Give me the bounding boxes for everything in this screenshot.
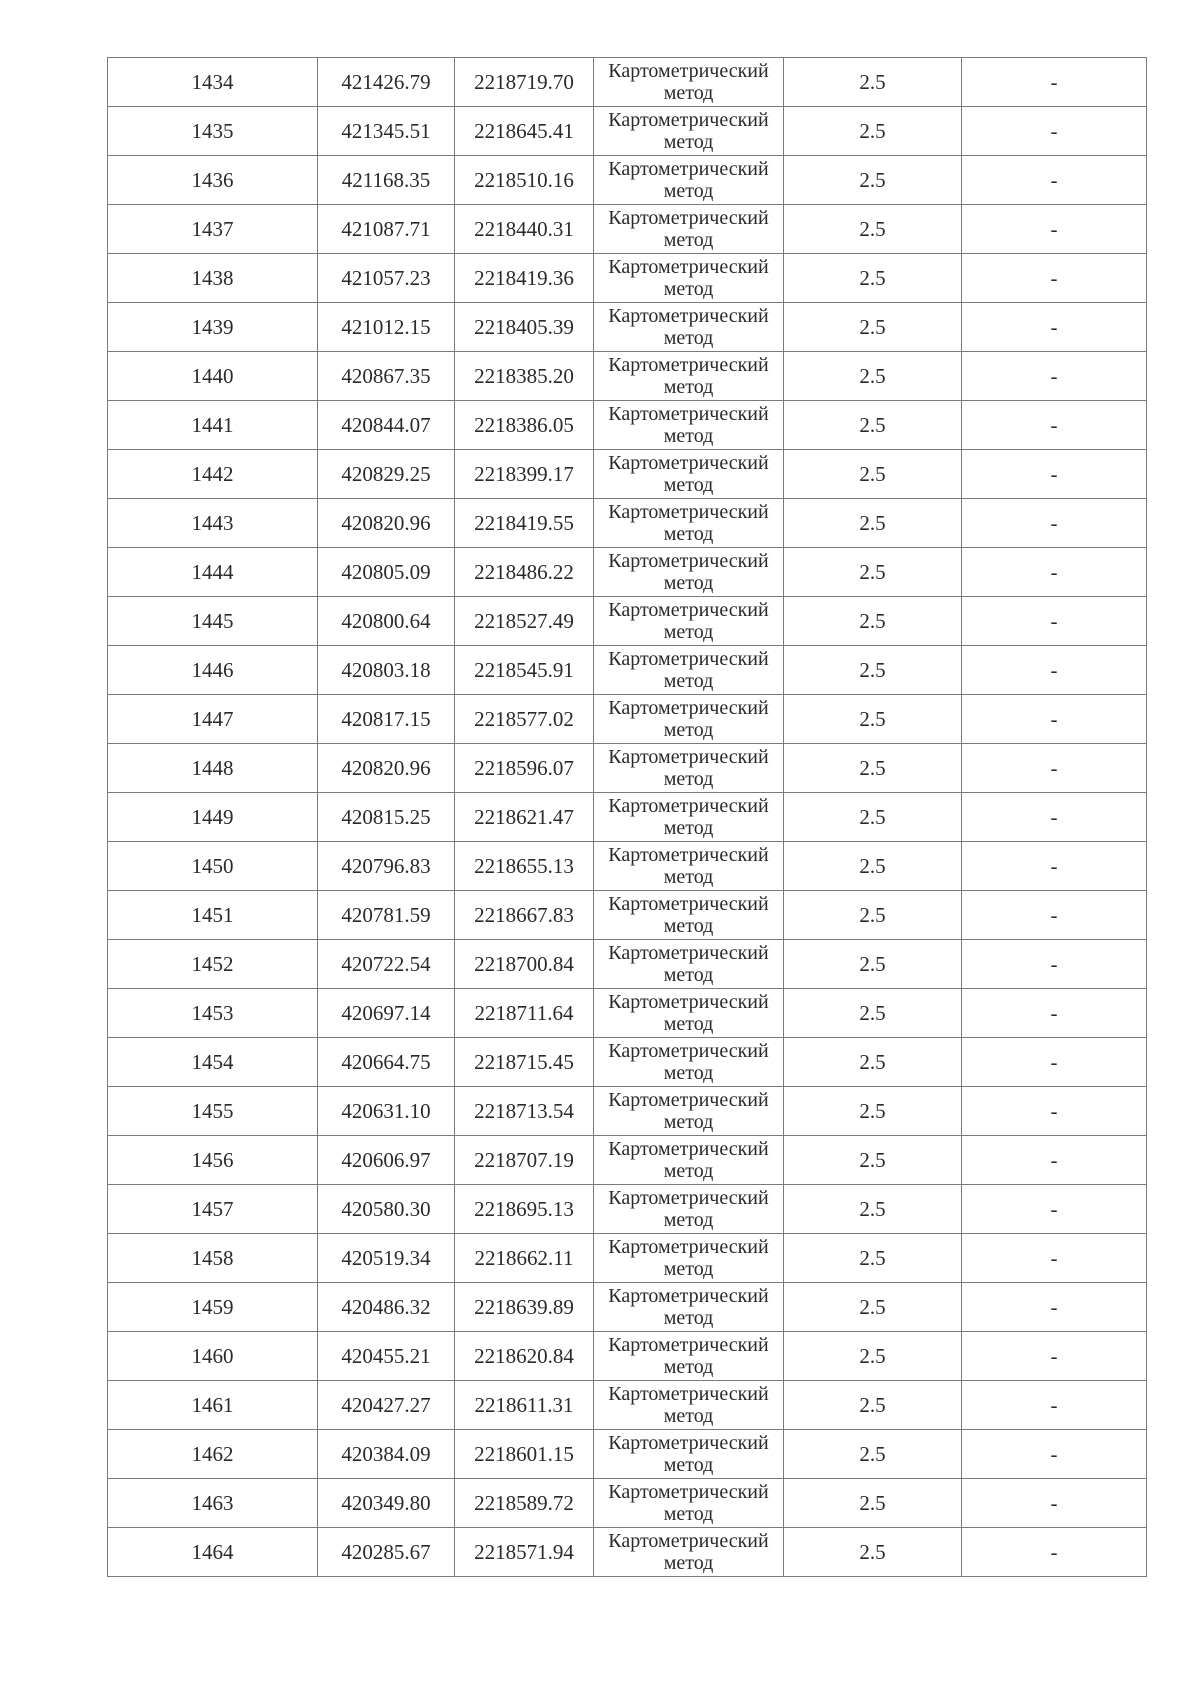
note-cell: - [962,254,1147,303]
method-cell [594,1087,784,1136]
method-cell [594,940,784,989]
y-coordinate-cell: 2218711.64 [455,989,594,1038]
y-coordinate-cell: 2218510.16 [455,156,594,205]
method-text-line1: Картометрический [608,256,769,278]
x-coordinate-cell: 420800.64 [318,597,455,646]
table-row [108,401,1147,450]
method-text-line2: метод [663,1160,714,1182]
x-coordinate-cell: 421012.15 [318,303,455,352]
point-number-cell: 1449 [108,793,318,842]
x-coordinate-cell: 420606.97 [318,1136,455,1185]
document-page [107,57,1146,1577]
accuracy-cell: 2.5 [784,1136,962,1185]
note-cell: - [962,891,1147,940]
note-cell: - [962,646,1147,695]
method-cell [594,1528,784,1577]
method-text-line1: Картометрический [608,1236,769,1258]
x-coordinate-cell: 420803.18 [318,646,455,695]
method-text-line2: метод [663,1209,714,1231]
method-text-line1: Картометрический [608,1481,769,1503]
method-cell [594,1381,784,1430]
note-cell: - [962,842,1147,891]
method-cell [594,695,784,744]
table-row [108,1479,1147,1528]
x-coordinate-cell: 421168.35 [318,156,455,205]
x-coordinate-cell: 420817.15 [318,695,455,744]
y-coordinate-cell: 2218695.13 [455,1185,594,1234]
note-cell: - [962,1038,1147,1087]
method-text-line2: метод [663,915,714,937]
accuracy-cell: 2.5 [784,1234,962,1283]
method-text-line2: метод [663,866,714,888]
method-cell [594,1430,784,1479]
x-coordinate-cell: 420349.80 [318,1479,455,1528]
table-row [108,940,1147,989]
y-coordinate-cell: 2218419.36 [455,254,594,303]
method-text-line2: метод [663,1013,714,1035]
accuracy-cell: 2.5 [784,744,962,793]
method-text-line1: Картометрический [608,403,769,425]
y-coordinate-cell: 2218571.94 [455,1528,594,1577]
accuracy-cell: 2.5 [784,1038,962,1087]
y-coordinate-cell: 2218639.89 [455,1283,594,1332]
table-row [108,303,1147,352]
y-coordinate-cell: 2218577.02 [455,695,594,744]
x-coordinate-cell: 421426.79 [318,58,455,107]
y-coordinate-cell: 2218419.55 [455,499,594,548]
table-row [108,156,1147,205]
x-coordinate-cell: 420486.32 [318,1283,455,1332]
note-cell: - [962,1087,1147,1136]
method-cell [594,548,784,597]
point-number-cell: 1440 [108,352,318,401]
point-number-cell: 1459 [108,1283,318,1332]
coordinates-table [107,57,1147,1577]
accuracy-cell: 2.5 [784,499,962,548]
point-number-cell: 1437 [108,205,318,254]
method-text-line2: метод [663,180,714,202]
x-coordinate-cell: 420781.59 [318,891,455,940]
x-coordinate-cell: 420455.21 [318,1332,455,1381]
method-text-line1: Картометрический [608,1138,769,1160]
method-text-line1: Картометрический [608,991,769,1013]
method-cell [594,744,784,793]
method-cell [594,450,784,499]
accuracy-cell: 2.5 [784,107,962,156]
point-number-cell: 1464 [108,1528,318,1577]
point-number-cell: 1446 [108,646,318,695]
table-row [108,205,1147,254]
point-number-cell: 1448 [108,744,318,793]
table-row [108,1136,1147,1185]
method-text-line1: Картометрический [608,893,769,915]
method-text-line2: метод [663,131,714,153]
method-text-line2: метод [663,1405,714,1427]
method-text-line1: Картометрический [608,1285,769,1307]
accuracy-cell: 2.5 [784,352,962,401]
method-cell [594,303,784,352]
y-coordinate-cell: 2218545.91 [455,646,594,695]
method-cell [594,1479,784,1528]
point-number-cell: 1456 [108,1136,318,1185]
method-cell [594,107,784,156]
accuracy-cell: 2.5 [784,1283,962,1332]
note-cell: - [962,1136,1147,1185]
method-text-line2: метод [663,1258,714,1280]
note-cell: - [962,744,1147,793]
point-number-cell: 1463 [108,1479,318,1528]
method-cell [594,891,784,940]
accuracy-cell: 2.5 [784,1332,962,1381]
method-cell [594,842,784,891]
y-coordinate-cell: 2218486.22 [455,548,594,597]
x-coordinate-cell: 421057.23 [318,254,455,303]
table-row [108,597,1147,646]
method-text-line2: метод [663,768,714,790]
method-text-line1: Картометрический [608,1334,769,1356]
x-coordinate-cell: 420664.75 [318,1038,455,1087]
method-text-line2: метод [663,278,714,300]
accuracy-cell: 2.5 [784,254,962,303]
table-row [108,1283,1147,1332]
method-text-line2: метод [663,1356,714,1378]
note-cell: - [962,597,1147,646]
method-cell [594,1038,784,1087]
point-number-cell: 1439 [108,303,318,352]
y-coordinate-cell: 2218707.19 [455,1136,594,1185]
x-coordinate-cell: 420285.67 [318,1528,455,1577]
x-coordinate-cell: 420796.83 [318,842,455,891]
x-coordinate-cell: 420829.25 [318,450,455,499]
note-cell: - [962,793,1147,842]
method-cell [594,1283,784,1332]
x-coordinate-cell: 421087.71 [318,205,455,254]
table-row [108,58,1147,107]
y-coordinate-cell: 2218405.39 [455,303,594,352]
accuracy-cell: 2.5 [784,1430,962,1479]
y-coordinate-cell: 2218611.31 [455,1381,594,1430]
method-text-line2: метод [663,621,714,643]
method-text-line1: Картометрический [608,844,769,866]
method-text-line1: Картометрический [608,599,769,621]
x-coordinate-cell: 420820.96 [318,744,455,793]
method-text-line2: метод [663,1111,714,1133]
accuracy-cell: 2.5 [784,891,962,940]
method-text-line2: метод [663,1552,714,1574]
y-coordinate-cell: 2218621.47 [455,793,594,842]
accuracy-cell: 2.5 [784,989,962,1038]
method-text-line1: Картометрический [608,305,769,327]
method-text-line1: Картометрический [608,1530,769,1552]
point-number-cell: 1462 [108,1430,318,1479]
accuracy-cell: 2.5 [784,842,962,891]
accuracy-cell: 2.5 [784,303,962,352]
y-coordinate-cell: 2218715.45 [455,1038,594,1087]
point-number-cell: 1445 [108,597,318,646]
table-row [108,107,1147,156]
y-coordinate-cell: 2218700.84 [455,940,594,989]
method-text-line1: Картометрический [608,158,769,180]
method-text-line2: метод [663,523,714,545]
point-number-cell: 1436 [108,156,318,205]
method-text-line2: метод [663,719,714,741]
accuracy-cell: 2.5 [784,401,962,450]
method-text-line1: Картометрический [608,1040,769,1062]
method-cell [594,156,784,205]
note-cell: - [962,499,1147,548]
y-coordinate-cell: 2218667.83 [455,891,594,940]
accuracy-cell: 2.5 [784,597,962,646]
accuracy-cell: 2.5 [784,156,962,205]
y-coordinate-cell: 2218713.54 [455,1087,594,1136]
method-text-line2: метод [663,1062,714,1084]
accuracy-cell: 2.5 [784,1479,962,1528]
x-coordinate-cell: 420867.35 [318,352,455,401]
point-number-cell: 1458 [108,1234,318,1283]
accuracy-cell: 2.5 [784,646,962,695]
y-coordinate-cell: 2218589.72 [455,1479,594,1528]
point-number-cell: 1455 [108,1087,318,1136]
point-number-cell: 1452 [108,940,318,989]
method-cell [594,58,784,107]
point-number-cell: 1460 [108,1332,318,1381]
point-number-cell: 1457 [108,1185,318,1234]
table-row [108,695,1147,744]
method-text-line2: метод [663,327,714,349]
method-text-line1: Картометрический [608,746,769,768]
point-number-cell: 1451 [108,891,318,940]
note-cell: - [962,1234,1147,1283]
method-cell [594,352,784,401]
point-number-cell: 1461 [108,1381,318,1430]
coordinates-table-body [108,58,1147,1577]
y-coordinate-cell: 2218596.07 [455,744,594,793]
note-cell: - [962,1479,1147,1528]
table-row [108,1430,1147,1479]
x-coordinate-cell: 420384.09 [318,1430,455,1479]
table-row [108,989,1147,1038]
table-row [108,499,1147,548]
point-number-cell: 1435 [108,107,318,156]
method-cell [594,989,784,1038]
note-cell: - [962,940,1147,989]
method-text-line1: Картометрический [608,501,769,523]
note-cell: - [962,1283,1147,1332]
accuracy-cell: 2.5 [784,450,962,499]
method-text-line2: метод [663,1503,714,1525]
table-row [108,646,1147,695]
note-cell: - [962,989,1147,1038]
y-coordinate-cell: 2218399.17 [455,450,594,499]
note-cell: - [962,1528,1147,1577]
point-number-cell: 1447 [108,695,318,744]
table-row [108,254,1147,303]
point-number-cell: 1442 [108,450,318,499]
x-coordinate-cell: 420697.14 [318,989,455,1038]
method-text-line1: Картометрический [608,1187,769,1209]
x-coordinate-cell: 420427.27 [318,1381,455,1430]
method-text-line1: Картометрический [608,207,769,229]
table-row [108,548,1147,597]
method-cell [594,1332,784,1381]
method-cell [594,1185,784,1234]
note-cell: - [962,205,1147,254]
method-text-line1: Картометрический [608,354,769,376]
y-coordinate-cell: 2218440.31 [455,205,594,254]
y-coordinate-cell: 2218620.84 [455,1332,594,1381]
table-row [108,793,1147,842]
method-cell [594,401,784,450]
y-coordinate-cell: 2218719.70 [455,58,594,107]
y-coordinate-cell: 2218601.15 [455,1430,594,1479]
x-coordinate-cell: 420815.25 [318,793,455,842]
y-coordinate-cell: 2218386.05 [455,401,594,450]
table-row [108,1087,1147,1136]
method-text-line2: метод [663,229,714,251]
table-row [108,1332,1147,1381]
method-cell [594,205,784,254]
method-cell [594,597,784,646]
accuracy-cell: 2.5 [784,940,962,989]
method-text-line1: Картометрический [608,550,769,572]
method-text-line1: Картометрический [608,795,769,817]
x-coordinate-cell: 420820.96 [318,499,455,548]
x-coordinate-cell: 420631.10 [318,1087,455,1136]
method-text-line2: метод [663,425,714,447]
method-text-line2: метод [663,572,714,594]
point-number-cell: 1443 [108,499,318,548]
method-text-line1: Картометрический [608,1432,769,1454]
method-text-line2: метод [663,670,714,692]
method-cell [594,646,784,695]
note-cell: - [962,450,1147,499]
note-cell: - [962,303,1147,352]
table-row [108,1038,1147,1087]
x-coordinate-cell: 420844.07 [318,401,455,450]
method-text-line1: Картометрический [608,648,769,670]
table-row [108,891,1147,940]
accuracy-cell: 2.5 [784,1381,962,1430]
method-text-line2: метод [663,376,714,398]
x-coordinate-cell: 420580.30 [318,1185,455,1234]
accuracy-cell: 2.5 [784,695,962,744]
table-row [108,352,1147,401]
y-coordinate-cell: 2218655.13 [455,842,594,891]
method-text-line1: Картометрический [608,1383,769,1405]
y-coordinate-cell: 2218385.20 [455,352,594,401]
table-row [108,842,1147,891]
table-row [108,1185,1147,1234]
accuracy-cell: 2.5 [784,205,962,254]
method-text-line1: Картометрический [608,452,769,474]
note-cell: - [962,1332,1147,1381]
point-number-cell: 1438 [108,254,318,303]
note-cell: - [962,695,1147,744]
y-coordinate-cell: 2218527.49 [455,597,594,646]
note-cell: - [962,1185,1147,1234]
method-text-line1: Картометрический [608,60,769,82]
accuracy-cell: 2.5 [784,1185,962,1234]
note-cell: - [962,1381,1147,1430]
point-number-cell: 1454 [108,1038,318,1087]
method-text-line2: метод [663,1454,714,1476]
table-row [108,1234,1147,1283]
method-text-line2: метод [663,964,714,986]
table-row [108,450,1147,499]
note-cell: - [962,352,1147,401]
method-text-line2: метод [663,1307,714,1329]
point-number-cell: 1434 [108,58,318,107]
accuracy-cell: 2.5 [784,548,962,597]
method-text-line2: метод [663,817,714,839]
method-cell [594,254,784,303]
method-cell [594,1136,784,1185]
y-coordinate-cell: 2218662.11 [455,1234,594,1283]
method-cell [594,499,784,548]
note-cell: - [962,548,1147,597]
table-row [108,1381,1147,1430]
method-text-line2: метод [663,474,714,496]
x-coordinate-cell: 421345.51 [318,107,455,156]
table-row [108,1528,1147,1577]
x-coordinate-cell: 420805.09 [318,548,455,597]
method-cell [594,1234,784,1283]
point-number-cell: 1441 [108,401,318,450]
accuracy-cell: 2.5 [784,793,962,842]
note-cell: - [962,1430,1147,1479]
y-coordinate-cell: 2218645.41 [455,107,594,156]
accuracy-cell: 2.5 [784,1087,962,1136]
x-coordinate-cell: 420722.54 [318,940,455,989]
note-cell: - [962,107,1147,156]
note-cell: - [962,58,1147,107]
note-cell: - [962,156,1147,205]
point-number-cell: 1444 [108,548,318,597]
method-text-line1: Картометрический [608,1089,769,1111]
accuracy-cell: 2.5 [784,58,962,107]
accuracy-cell: 2.5 [784,1528,962,1577]
point-number-cell: 1450 [108,842,318,891]
x-coordinate-cell: 420519.34 [318,1234,455,1283]
point-number-cell: 1453 [108,989,318,1038]
note-cell: - [962,401,1147,450]
method-cell [594,793,784,842]
method-text-line1: Картометрический [608,942,769,964]
method-text-line1: Картометрический [608,697,769,719]
method-text-line2: метод [663,82,714,104]
method-text-line1: Картометрический [608,109,769,131]
table-row [108,744,1147,793]
